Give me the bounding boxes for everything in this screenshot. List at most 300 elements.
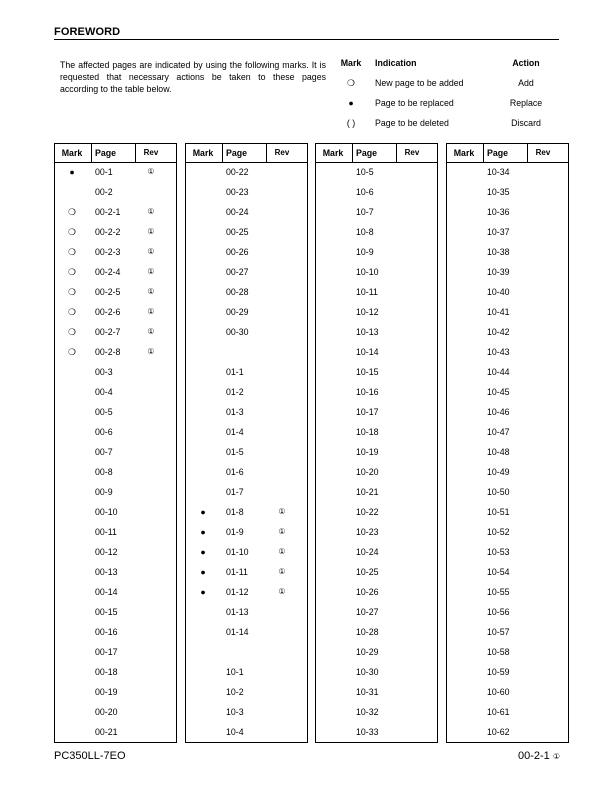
table-row	[186, 603, 307, 623]
row-rev: ①	[147, 227, 155, 236]
row-page: 00-26	[226, 247, 249, 257]
header-divider	[135, 144, 136, 162]
row-rev: ①	[147, 347, 155, 356]
row-rev: ①	[147, 267, 155, 276]
row-page: 10-34	[487, 167, 510, 177]
row-page: 00-10	[95, 507, 118, 517]
row-page: 01-6	[226, 467, 244, 477]
table-row	[316, 583, 437, 603]
row-page: 10-21	[356, 487, 379, 497]
row-page: 10-62	[487, 727, 510, 737]
row-page: 10-59	[487, 667, 510, 677]
row-page: 10-24	[356, 547, 379, 557]
legend-indication: New page to be added	[375, 78, 464, 88]
row-mark: ●	[200, 527, 206, 537]
row-mark: ❍	[68, 207, 76, 217]
row-page: 01-2	[226, 387, 244, 397]
row-page: 10-40	[487, 287, 510, 297]
footer-page-label: 00-2-1	[517, 750, 550, 762]
row-page: 10-32	[356, 707, 379, 717]
column-header-page: Page	[356, 148, 378, 158]
row-page: 10-12	[356, 307, 379, 317]
row-mark: ●	[200, 587, 206, 597]
table-row	[447, 703, 568, 723]
table-row	[447, 323, 568, 343]
row-page: 10-45	[487, 387, 510, 397]
row-page: 10-14	[356, 347, 379, 357]
table-row	[55, 403, 176, 423]
row-page: 10-60	[487, 687, 510, 697]
row-page: 00-28	[226, 287, 249, 297]
table-row	[55, 223, 176, 243]
row-page: 10-27	[356, 607, 379, 617]
table-row	[447, 263, 568, 283]
row-page: 00-23	[226, 187, 249, 197]
row-mark: ●	[200, 547, 206, 557]
row-page: 01-4	[226, 427, 244, 437]
footer-model: PC350LL-7EO	[54, 750, 126, 762]
row-page: 10-44	[487, 367, 510, 377]
row-page: 10-50	[487, 487, 510, 497]
table-row	[447, 163, 568, 183]
table-row	[316, 603, 437, 623]
table-row	[186, 583, 307, 603]
row-page: 10-28	[356, 627, 379, 637]
table-row	[316, 623, 437, 643]
row-rev: ①	[278, 507, 286, 516]
legend-mark: ( )	[346, 118, 356, 128]
legend-mark-header: Mark	[340, 58, 362, 68]
table-row	[186, 643, 307, 663]
row-rev: ①	[147, 327, 155, 336]
row-page: 00-30	[226, 327, 249, 337]
table-row	[55, 703, 176, 723]
row-page: 00-5	[95, 407, 113, 417]
table-row	[55, 523, 176, 543]
table-row	[55, 663, 176, 683]
row-page: 00-2-3	[95, 247, 121, 257]
row-page: 10-4	[226, 727, 244, 737]
table-row	[55, 643, 176, 663]
table-row	[316, 323, 437, 343]
table-row	[186, 463, 307, 483]
table-row	[186, 443, 307, 463]
row-page: 10-57	[487, 627, 510, 637]
table-row	[186, 563, 307, 583]
row-mark: ❍	[68, 347, 76, 357]
table-row	[55, 723, 176, 743]
table-row	[186, 663, 307, 683]
table-row	[316, 183, 437, 203]
table-row	[55, 383, 176, 403]
column-header-mark: Mark	[192, 148, 214, 158]
table-row	[186, 343, 307, 363]
legend-action: Add	[518, 78, 534, 88]
row-page: 10-31	[356, 687, 379, 697]
table-row	[186, 243, 307, 263]
table-row	[55, 443, 176, 463]
row-page: 10-36	[487, 207, 510, 217]
table-row	[186, 263, 307, 283]
row-page: 10-42	[487, 327, 510, 337]
row-page: 10-35	[487, 187, 510, 197]
table-row	[447, 403, 568, 423]
table-row	[447, 523, 568, 543]
table-row	[186, 203, 307, 223]
table-row	[316, 643, 437, 663]
row-page: 10-58	[487, 647, 510, 657]
table-row	[186, 423, 307, 443]
row-mark: ❍	[68, 267, 76, 277]
row-page: 10-39	[487, 267, 510, 277]
row-rev: ①	[147, 207, 155, 216]
table-row	[447, 423, 568, 443]
header-divider	[352, 144, 353, 162]
table-row	[316, 203, 437, 223]
table-row	[447, 243, 568, 263]
row-page: 10-38	[487, 247, 510, 257]
row-page: 01-10	[226, 547, 249, 557]
row-page: 10-18	[356, 427, 379, 437]
table-row	[447, 623, 568, 643]
table-row	[447, 383, 568, 403]
row-mark: ●	[69, 167, 75, 177]
row-page: 10-37	[487, 227, 510, 237]
table-header	[316, 144, 437, 163]
row-page: 00-20	[95, 707, 118, 717]
row-page: 10-23	[356, 527, 379, 537]
table-row	[186, 163, 307, 183]
row-rev: ①	[278, 547, 286, 556]
table-row	[186, 303, 307, 323]
table-row	[447, 543, 568, 563]
table-row	[316, 483, 437, 503]
row-page: 00-2-8	[95, 347, 121, 357]
table-row	[55, 583, 176, 603]
intro-paragraph: The affected pages are indicated by using the following marks. It is requested that necessary actions be taken to these pages according to the table below.	[60, 60, 326, 94]
page-title: FOREWORD	[54, 26, 121, 38]
table-row	[186, 383, 307, 403]
row-rev: ①	[147, 307, 155, 316]
table-row	[55, 243, 176, 263]
row-page: 10-20	[356, 467, 379, 477]
table-header	[186, 144, 307, 163]
legend-indication: Page to be replaced	[375, 98, 454, 108]
row-page: 00-12	[95, 547, 118, 557]
row-page: 00-27	[226, 267, 249, 277]
table-row	[186, 223, 307, 243]
table-row	[55, 683, 176, 703]
table-row	[55, 303, 176, 323]
row-page: 01-8	[226, 507, 244, 517]
row-mark: ❍	[68, 227, 76, 237]
table-row	[55, 603, 176, 623]
row-rev: ①	[147, 167, 155, 176]
table-row	[186, 543, 307, 563]
row-rev: ①	[147, 287, 155, 296]
row-page: 10-29	[356, 647, 379, 657]
row-page: 01-12	[226, 587, 249, 597]
row-page: 10-13	[356, 327, 379, 337]
row-page: 00-7	[95, 447, 113, 457]
row-rev: ①	[278, 527, 286, 536]
table-row	[186, 503, 307, 523]
table-row	[447, 283, 568, 303]
table-row	[55, 463, 176, 483]
table-row	[55, 263, 176, 283]
table-row	[316, 423, 437, 443]
table-row	[447, 683, 568, 703]
row-page: 00-25	[226, 227, 249, 237]
table-row	[316, 363, 437, 383]
legend-action: Discard	[511, 118, 541, 128]
column-header-rev: Rev	[404, 148, 420, 157]
table-row	[186, 483, 307, 503]
table-row	[316, 243, 437, 263]
header-divider	[527, 144, 528, 162]
row-page: 10-55	[487, 587, 510, 597]
row-page: 01-5	[226, 447, 244, 457]
column-header-rev: Rev	[274, 148, 290, 157]
row-page: 01-7	[226, 487, 244, 497]
table-row	[186, 623, 307, 643]
row-page: 10-22	[356, 507, 379, 517]
table-row	[447, 463, 568, 483]
footer-page-number	[500, 750, 560, 762]
table-row	[316, 463, 437, 483]
table-row	[55, 503, 176, 523]
row-page: 10-2	[226, 687, 244, 697]
table-row	[447, 603, 568, 623]
row-page: 10-1	[226, 667, 244, 677]
row-page: 00-16	[95, 627, 118, 637]
legend-action-header: Action	[512, 58, 540, 68]
row-page: 10-7	[356, 207, 374, 217]
table-row	[316, 723, 437, 743]
header-divider	[266, 144, 267, 162]
table-row	[316, 383, 437, 403]
row-page: 10-25	[356, 567, 379, 577]
table-row	[316, 343, 437, 363]
row-page: 00-1	[95, 167, 113, 177]
table-row	[55, 323, 176, 343]
column-header-page: Page	[95, 148, 117, 158]
table-row	[55, 483, 176, 503]
row-page: 10-33	[356, 727, 379, 737]
table-row	[447, 223, 568, 243]
table-row	[447, 563, 568, 583]
row-page: 10-26	[356, 587, 379, 597]
row-page: 01-11	[226, 567, 248, 577]
table-row	[316, 563, 437, 583]
column-header-mark: Mark	[322, 148, 344, 158]
row-page: 00-24	[226, 207, 249, 217]
header-divider	[222, 144, 223, 162]
row-page: 00-2-7	[95, 327, 121, 337]
table-row	[316, 403, 437, 423]
row-page: 10-53	[487, 547, 510, 557]
row-page: 10-17	[356, 407, 379, 417]
table-row	[186, 703, 307, 723]
row-page: 00-6	[95, 427, 113, 437]
row-page: 01-1	[226, 367, 244, 377]
table-row	[447, 343, 568, 363]
table-row	[186, 523, 307, 543]
row-page: 00-2-5	[95, 287, 121, 297]
table-row	[316, 703, 437, 723]
table-row	[447, 363, 568, 383]
row-page: 00-2-4	[95, 267, 121, 277]
table-row	[186, 683, 307, 703]
legend-indication: Page to be deleted	[375, 118, 449, 128]
row-page: 10-49	[487, 467, 510, 477]
row-page: 00-14	[95, 587, 118, 597]
row-page: 01-9	[226, 527, 244, 537]
row-page: 00-21	[95, 727, 118, 737]
table-row	[316, 523, 437, 543]
row-page: 10-43	[487, 347, 510, 357]
row-page: 00-22	[226, 167, 249, 177]
row-page: 00-2-6	[95, 307, 121, 317]
row-mark: ❍	[68, 307, 76, 317]
table-row	[186, 323, 307, 343]
row-page: 10-15	[356, 367, 379, 377]
row-page: 10-30	[356, 667, 379, 677]
row-page: 00-19	[95, 687, 118, 697]
row-page: 00-15	[95, 607, 118, 617]
table-row	[55, 163, 176, 183]
table-row	[55, 623, 176, 643]
row-rev: ①	[278, 587, 286, 596]
column-header-page: Page	[487, 148, 509, 158]
page-table-2	[185, 143, 308, 743]
row-page: 00-9	[95, 487, 113, 497]
row-page: 00-2	[95, 187, 113, 197]
table-row	[55, 363, 176, 383]
row-page: 00-18	[95, 667, 118, 677]
row-page: 01-13	[226, 607, 249, 617]
table-row	[55, 423, 176, 443]
row-page: 10-46	[487, 407, 510, 417]
footer-revision: ①	[552, 752, 560, 761]
table-row	[186, 403, 307, 423]
row-page: 10-11	[356, 287, 378, 297]
row-page: 10-48	[487, 447, 510, 457]
row-page: 00-4	[95, 387, 113, 397]
column-header-rev: Rev	[143, 148, 159, 157]
row-rev: ①	[278, 567, 286, 576]
table-header	[55, 144, 176, 163]
row-page: 10-61	[487, 707, 510, 717]
row-page: 01-3	[226, 407, 244, 417]
table-row	[316, 443, 437, 463]
row-rev: ①	[147, 247, 155, 256]
row-page: 10-51	[487, 507, 510, 517]
row-page: 00-2-1	[95, 207, 121, 217]
table-row	[447, 183, 568, 203]
table-row	[316, 543, 437, 563]
row-page: 10-6	[356, 187, 374, 197]
table-row	[447, 723, 568, 743]
title-underline	[54, 39, 559, 40]
table-row	[55, 203, 176, 223]
table-row	[316, 223, 437, 243]
row-mark: ❍	[68, 247, 76, 257]
legend-action: Replace	[509, 98, 543, 108]
table-row	[447, 643, 568, 663]
row-mark: ❍	[68, 287, 76, 297]
row-page: 10-8	[356, 227, 374, 237]
table-row	[447, 443, 568, 463]
table-row	[316, 303, 437, 323]
legend-mark: ❍	[347, 78, 355, 88]
row-mark: ●	[200, 507, 206, 517]
table-row	[316, 163, 437, 183]
table-row	[316, 663, 437, 683]
table-row	[186, 283, 307, 303]
row-page: 10-47	[487, 427, 510, 437]
row-page: 10-10	[356, 267, 379, 277]
column-header-page: Page	[226, 148, 248, 158]
row-page: 10-41	[487, 307, 510, 317]
table-row	[55, 543, 176, 563]
legend-mark: ●	[348, 98, 354, 108]
page-table-3	[315, 143, 438, 743]
table-row	[55, 283, 176, 303]
page-table-4	[446, 143, 569, 743]
row-page: 10-52	[487, 527, 510, 537]
table-row	[186, 363, 307, 383]
table-row	[447, 503, 568, 523]
row-page: 10-5	[356, 167, 374, 177]
table-row	[447, 303, 568, 323]
table-row	[447, 663, 568, 683]
row-page: 10-16	[356, 387, 379, 397]
row-page: 00-8	[95, 467, 113, 477]
table-row	[55, 563, 176, 583]
table-row	[55, 183, 176, 203]
row-page: 00-29	[226, 307, 249, 317]
table-row	[316, 283, 437, 303]
row-page: 00-11	[95, 527, 117, 537]
table-row	[186, 183, 307, 203]
row-page: 00-17	[95, 647, 118, 657]
row-mark: ❍	[68, 327, 76, 337]
row-page: 10-56	[487, 607, 510, 617]
header-divider	[483, 144, 484, 162]
row-page: 10-9	[356, 247, 374, 257]
column-header-rev: Rev	[535, 148, 551, 157]
header-divider	[91, 144, 92, 162]
row-page: 00-2-2	[95, 227, 121, 237]
row-page: 00-3	[95, 367, 113, 377]
table-header	[447, 144, 568, 163]
header-divider	[396, 144, 397, 162]
table-row	[316, 503, 437, 523]
table-row	[447, 583, 568, 603]
page-table-1	[54, 143, 177, 743]
row-page: 10-54	[487, 567, 510, 577]
table-row	[316, 263, 437, 283]
table-row	[55, 343, 176, 363]
column-header-mark: Mark	[61, 148, 83, 158]
row-page: 10-19	[356, 447, 379, 457]
table-row	[316, 683, 437, 703]
row-page: 10-3	[226, 707, 244, 717]
column-header-mark: Mark	[453, 148, 475, 158]
legend-indication-header: Indication	[375, 58, 417, 68]
table-row	[447, 203, 568, 223]
